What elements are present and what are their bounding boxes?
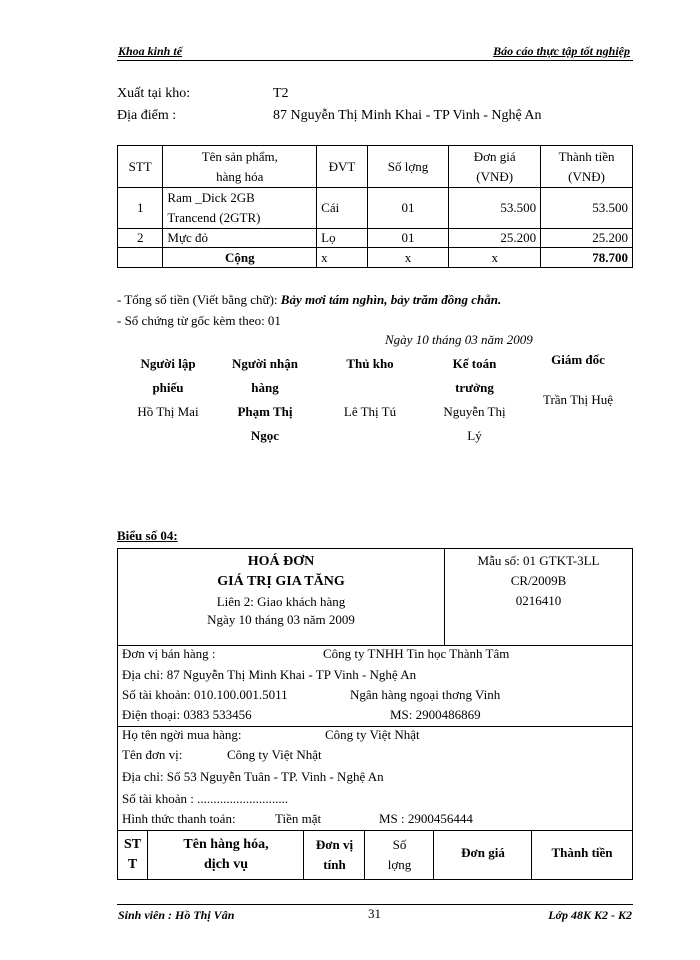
header-rule: [117, 60, 633, 61]
cell-unit: Lọ: [317, 229, 368, 248]
page-number: 31: [368, 906, 381, 921]
invoice-number: 0216410: [515, 593, 562, 608]
header-left: Khoa kinh tế: [118, 44, 183, 58]
signature-director: Giám đốc Trần Thị Huệ: [542, 352, 614, 407]
signature-preparer: Người lập phiếu Hồ Thị Mai: [137, 356, 199, 419]
cell-stt: 1: [118, 188, 163, 229]
footer-rule: [117, 904, 633, 905]
invoice-subtitle: GIÁ TRỊ GIA TĂNG: [217, 574, 345, 589]
warehouse-label: Xuất tại kho:: [117, 86, 191, 101]
seller-phone-line: Điện thoại: 0383 533456 MS: 2900486869: [122, 707, 481, 722]
table-header-row: [118, 146, 633, 188]
cell-price: 25.200: [449, 229, 541, 248]
seller-address: Địa chỉ: 87 Nguyễn Thị Minh Khai - TP Vinh - Nghệ An: [122, 667, 417, 682]
invoice-title: HOÁ ĐƠN: [247, 554, 315, 569]
sum-unit: x: [317, 248, 368, 268]
footer-right: Lớp 48K K2 - K2: [548, 908, 632, 922]
sum-qty: x: [367, 248, 449, 268]
col-total: Thành tiền (VNĐ): [541, 146, 633, 188]
inv-col-price: Đơn giá: [435, 831, 532, 879]
seller-line: Đơn vị bán hàng : Công ty TNHH Tin học Thành Tâm: [122, 646, 510, 661]
signature-receiver: Người nhận hàng Phạm Thị Ngọc: [232, 356, 298, 443]
header-right: Báo cáo thực tập tốt nghiệp: [493, 44, 630, 58]
cell-total: 25.200: [541, 229, 633, 248]
location-label: Địa điểm :: [117, 108, 177, 123]
inv-col-qty: Số lợng: [366, 831, 434, 879]
invoice-series: CR/2009B: [510, 573, 567, 588]
invoice-copy: Liên 2: Giao khách hàng: [216, 594, 346, 609]
inv-col-unit: Đơn vị tính: [305, 831, 365, 879]
total-words-value: Bảy mơi tám nghìn, bảy trăm đồng chẵn.: [280, 292, 502, 307]
buyer-line: Họ tên ngời mua hàng: Công ty Việt Nhật: [122, 727, 420, 742]
goods-table: [117, 145, 633, 268]
cell-unit: Cái: [317, 188, 368, 229]
cell-qty: 01: [367, 229, 449, 248]
total-words-label: - Tổng số tiền (Viết bằng chữ):: [117, 292, 278, 307]
table-row: [118, 229, 633, 248]
invoice-form-block: [445, 549, 632, 611]
date-line: Ngày 10 tháng 03 năm 2009: [385, 332, 533, 347]
col-unit: ĐVT: [317, 146, 368, 188]
buyer-account: Số tài khoản : ............................: [122, 791, 289, 806]
buyer-unit-line: Tên đơn vị: Công ty Việt Nhật: [122, 747, 322, 762]
invoice-date: Ngày 10 tháng 03 năm 2009: [207, 612, 355, 627]
col-name: Tên sản phẩm, hàng hóa: [163, 146, 317, 188]
location-value: 87 Nguyễn Thị Minh Khai - TP Vinh - Nghệ An: [273, 108, 542, 123]
col-stt: STT: [118, 146, 163, 188]
attached-docs: - Số chứng từ gốc kèm theo: 01: [117, 313, 281, 328]
sum-price: x: [449, 248, 541, 268]
cell-stt: 2: [118, 229, 163, 248]
buyer-address: Địa chỉ: Số 53 Nguyễn Tuân - TP. Vinh - Nghệ An: [122, 769, 384, 784]
cell-price: 53.500: [449, 188, 541, 229]
inv-col-stt: ST T: [118, 831, 148, 879]
payment-line: Hình thức thanh toán: Tiền mặt MS : 2900456444: [122, 811, 473, 826]
table-row: [118, 188, 633, 229]
invoice-title-block: [118, 549, 445, 645]
col-qty: Số lợng: [367, 146, 449, 188]
sum-total: 78.700: [541, 248, 633, 268]
inv-col-total: Thành tiền: [551, 845, 613, 860]
seller-account-line: Số tài khoản: 010.100.001.5011 Ngân hàng ngoại thơng Vinh: [122, 687, 501, 702]
total-words-line: [117, 292, 501, 308]
sum-label: Cộng: [163, 248, 317, 268]
cell-name: Mực đỏ: [163, 229, 317, 248]
invoice-form-no: Mẫu số: 01 GTKT-3LL: [477, 553, 600, 568]
invoice-box: [117, 548, 633, 880]
signature-storekeeper: Thủ kho Lê Thị Tú: [343, 356, 397, 419]
signature-chief-accountant: Kế toán trưởng Nguyễn Thị Lý: [443, 356, 506, 443]
cell-total: 53.500: [541, 188, 633, 229]
footer-left: Sinh viên : Hồ Thị Vân: [118, 908, 235, 922]
cell-name: Ram _Dick 2GB Trancend (2GTR): [163, 188, 317, 229]
warehouse-value: T2: [273, 86, 289, 101]
col-price: Đơn giá (VNĐ): [449, 146, 541, 188]
cell-qty: 01: [367, 188, 449, 229]
form-label: Biểu số 04:: [117, 528, 178, 543]
inv-col-name: Tên hàng hóa, dịch vụ: [149, 831, 304, 879]
table-sum-row: [118, 248, 633, 268]
